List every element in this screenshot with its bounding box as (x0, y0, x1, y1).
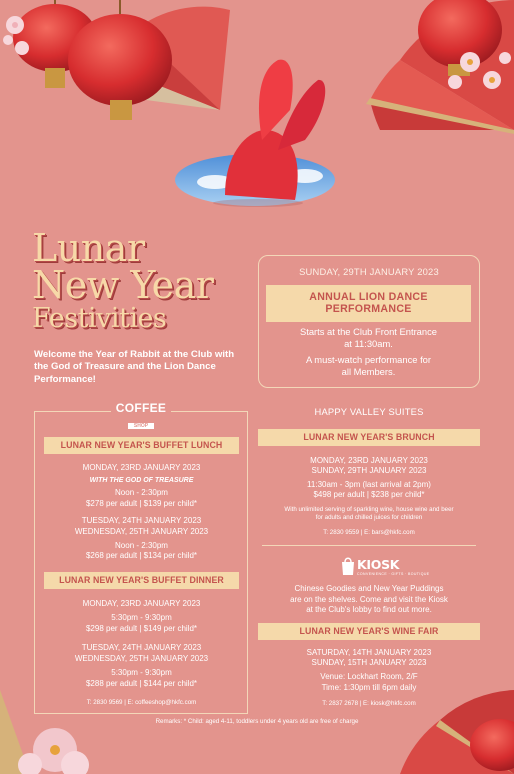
buffet-lunch-time-1: Noon - 2:30pm (115, 488, 168, 497)
buffet-dinner-banner: LUNAR NEW YEAR'S BUFFET DINNER (44, 572, 239, 589)
lion-dance-banner (266, 285, 471, 322)
lion-dance-start-2: at 11:30am. (344, 338, 393, 349)
brunch-price: $498 per adult | $238 per child* (313, 490, 425, 499)
wine-fair-contact: T: 2837 2678 | E: kiosk@hkfc.com (322, 700, 416, 707)
buffet-dinner-date-1: MONDAY, 23RD JANUARY 2023 (82, 599, 201, 608)
brunch-time: 11:30am - 3pm (last arrival at 2pm) (307, 480, 431, 489)
page-title (32, 226, 252, 334)
kiosk-bag-icon (340, 556, 356, 576)
wine-fair-date-2: SUNDAY, 15TH JANUARY 2023 (311, 658, 427, 667)
lion-dance-note-1: A must-watch performance for (305, 354, 432, 365)
remarks: Remarks: * Child: aged 4-11, toddlers under 4 years old are free of charge (155, 718, 359, 725)
buffet-lunch-price-2: $268 per adult | $134 per child* (85, 551, 198, 560)
title-line-1: Lunar (32, 226, 145, 270)
buffet-dinner-date-3: WEDNESDAY, 25TH JANUARY 2023 (74, 654, 209, 663)
lion-dance-banner-line-1: ANNUAL LION DANCE (309, 291, 428, 303)
brunch-date-2: SUNDAY, 29TH JANUARY 2023 (311, 466, 427, 475)
coffee-shop-logo (111, 401, 171, 429)
buffet-lunch-price-1: $278 per adult | $139 per child* (85, 499, 198, 508)
kiosk-text-2: are on the shelves. Come and visit the Kiosk (290, 595, 448, 604)
coffee-shop-logo-text: COFFEE (115, 401, 167, 415)
lion-dance-date: SUNDAY, 29TH JANUARY 2023 (299, 266, 439, 277)
brunch-note-1: With unlimited serving of sparkling wine, house wine and beer (284, 506, 454, 513)
kiosk-text-3: at the Club's lobby to find out more. (306, 605, 432, 614)
lion-dance-note-2: all Members. (341, 366, 396, 377)
buffet-lunch-date-1: MONDAY, 23RD JANUARY 2023 (82, 463, 201, 472)
brunch-date-1: MONDAY, 23RD JANUARY 2023 (310, 456, 428, 465)
buffet-dinner-price-1: $298 per adult | $149 per child* (85, 624, 198, 633)
title-line-3: Festivities (32, 303, 167, 334)
kiosk-logo: KIOSK (357, 557, 400, 572)
kiosk-logo-sub: CONVENIENCE · GIFTS · BOUTIQUE (357, 572, 430, 576)
title-line-2: New Year (32, 263, 214, 307)
buffet-lunch-special: WITH THE GOD OF TREASURE (89, 477, 194, 484)
buffet-dinner-price-2: $288 per adult | $144 per child* (85, 679, 198, 688)
buffet-lunch-banner: LUNAR NEW YEAR'S BUFFET LUNCH (44, 437, 239, 454)
buffet-lunch-time-2: Noon - 2:30pm (115, 541, 168, 550)
buffet-dinner-time-1: 5:30pm - 9:30pm (111, 613, 172, 622)
lion-dance-banner-line-2: PERFORMANCE (325, 303, 412, 315)
buffet-dinner-date-2: TUESDAY, 24TH JANUARY 2023 (81, 643, 202, 652)
wine-fair-venue: Venue: Lockhart Room, 2/F (320, 672, 418, 681)
lion-dance-start-1: Starts at the Club Front Entrance (299, 326, 438, 337)
coffee-shop-contact: T: 2830 9569 | E: coffeeshop@hkfc.com (86, 699, 197, 706)
wine-fair-date-1: SATURDAY, 14TH JANUARY 2023 (306, 648, 432, 657)
coffee-shop-logo-sub: SHOP (128, 423, 154, 429)
wine-fair-time: Time: 1:30pm till 6pm daily (321, 683, 417, 692)
brunch-note-2: for adults and chilled juices for children (315, 514, 423, 521)
buffet-lunch-date-3: WEDNESDAY, 25TH JANUARY 2023 (74, 527, 209, 536)
wine-fair-banner: LUNAR NEW YEAR'S WINE FAIR (258, 623, 480, 640)
divider (262, 545, 476, 546)
buffet-dinner-time-2: 5:30pm - 9:30pm (111, 668, 172, 677)
kiosk-text-1: Chinese Goodies and New Year Puddings (294, 584, 444, 593)
intro-text: Welcome the Year of Rabbit at the Club with the God of Treasure and the Lion Dance Performance! (34, 349, 235, 385)
brunch-contact: T: 2830 9559 | E: bars@hkfc.com (323, 529, 415, 536)
brunch-banner: LUNAR NEW YEAR'S BRUNCH (258, 429, 480, 446)
buffet-lunch-date-2: TUESDAY, 24TH JANUARY 2023 (81, 516, 202, 525)
happy-valley-heading: HAPPY VALLEY SUITES (314, 406, 424, 417)
